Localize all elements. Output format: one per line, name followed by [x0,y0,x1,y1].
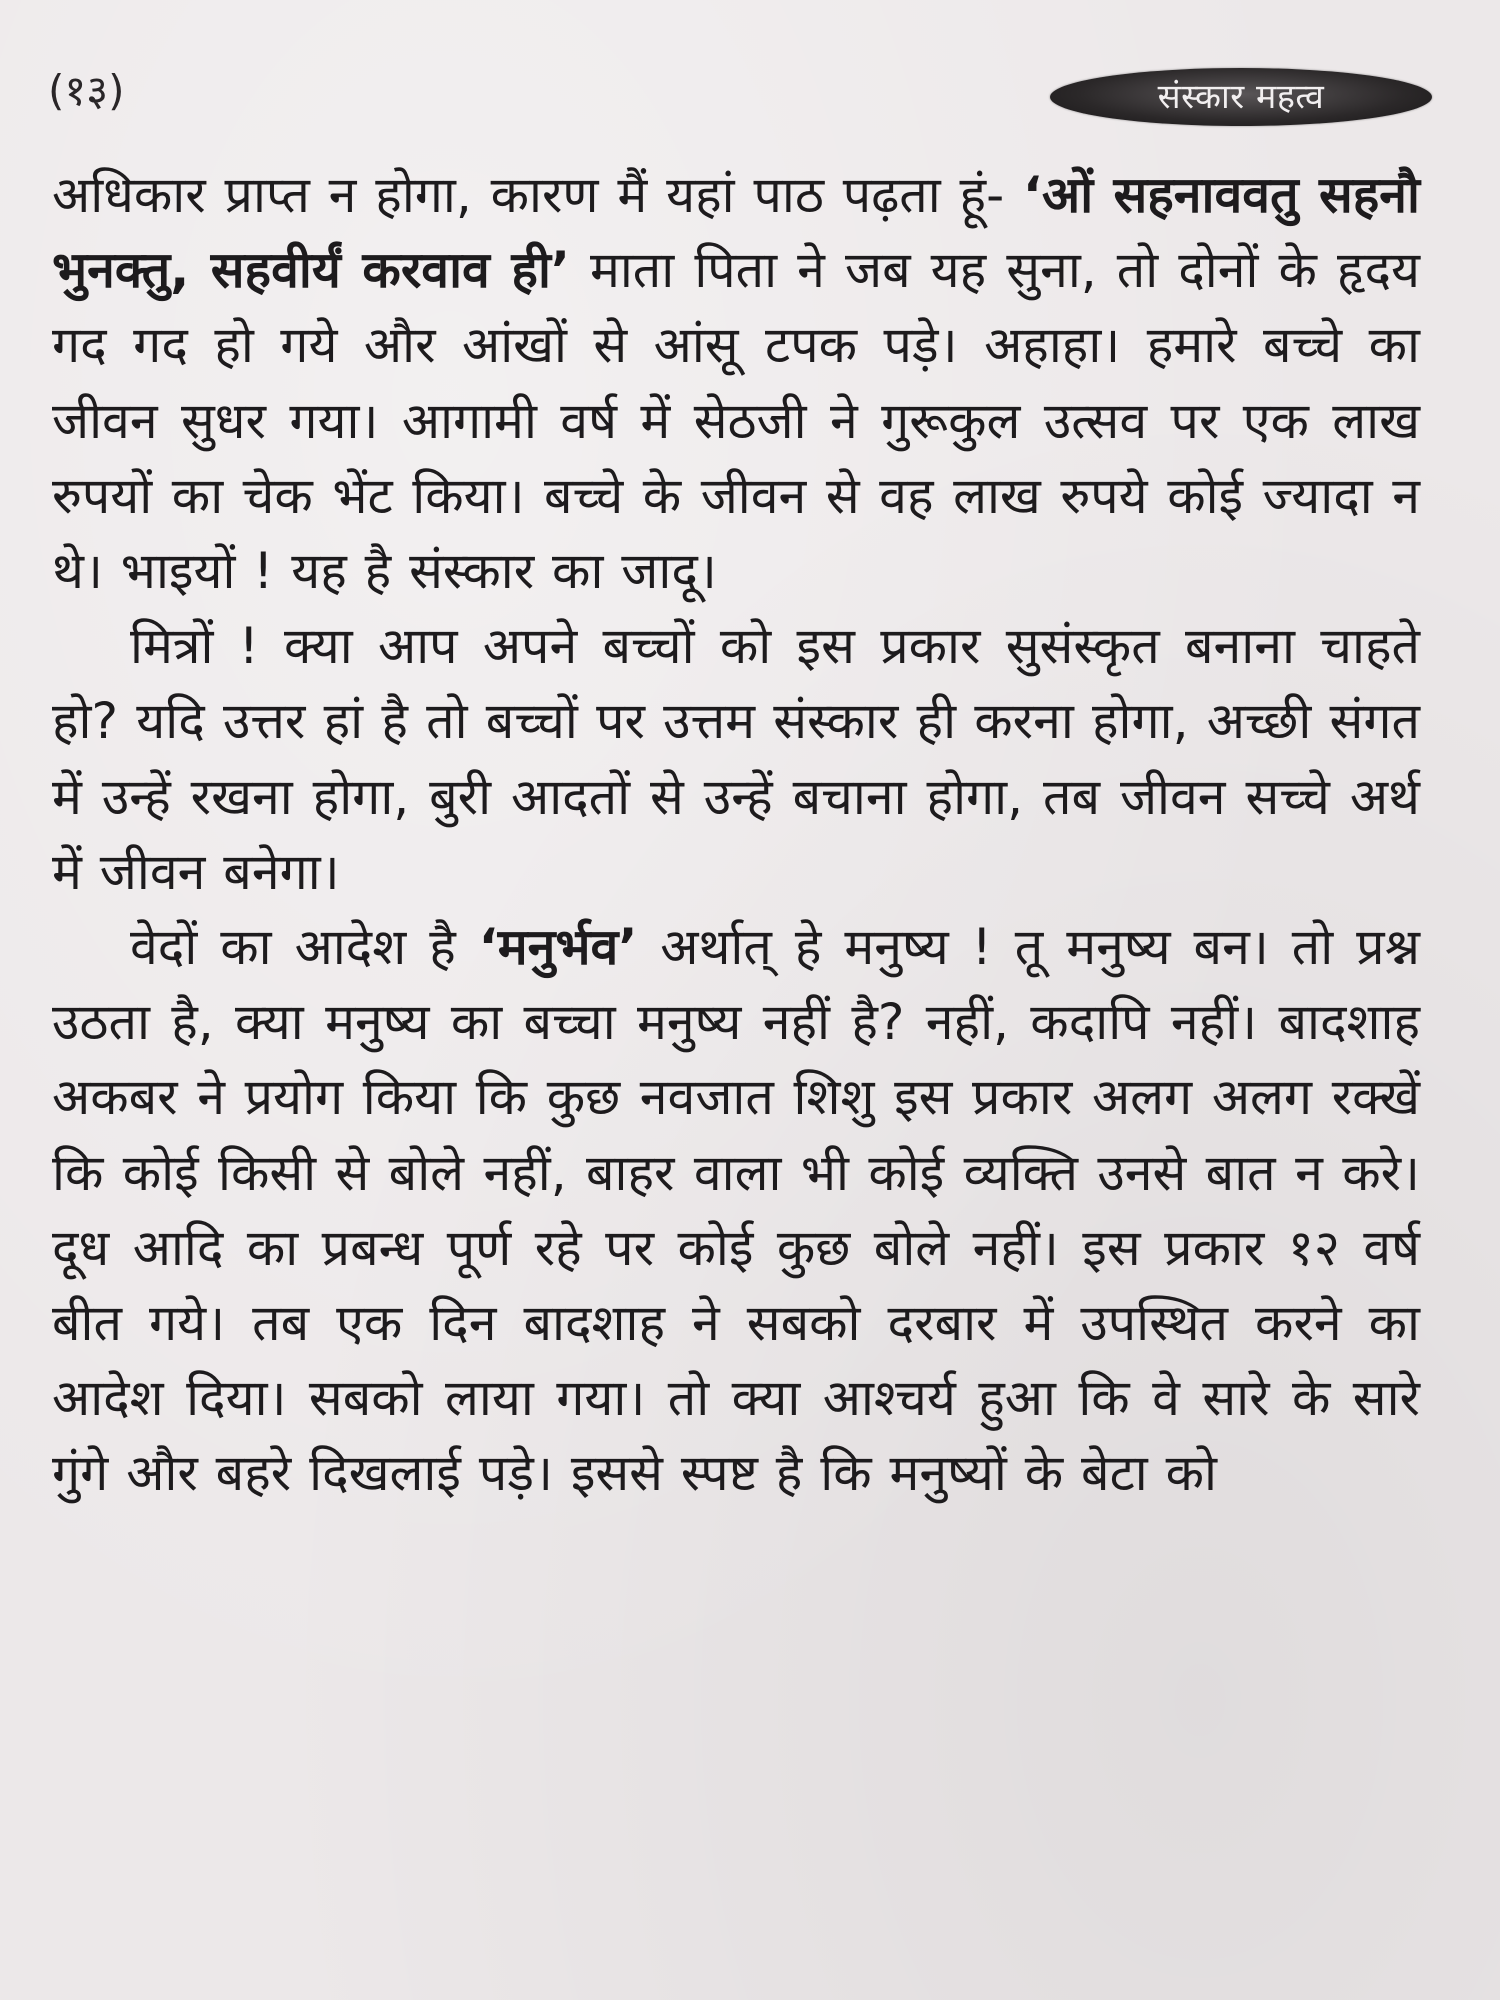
body-text [52,158,1420,1512]
paragraph [52,158,1420,609]
section-header-badge [1050,68,1432,126]
page-number: (१३) [48,66,125,115]
text-segment: वेदों का आदेश है [130,918,479,977]
text-segment: अर्थात् हे मनुष्य ! तू मनुष्य बन। तो प्रश्न उठता है, क्या मनुष्य का बच्चा मनुष्य नहीं है? नहीं, कदापि नहीं। बादशाह अकबर ने प्रयोग किया कि कुछ नवजात शिशु इस प्रकार अलग अलग रक्खें कि कोई किसी से बोले नहीं, बाहर वाला भी कोई व्यक्ति उनसे बात न करे। दूध आदि का प्रबन्ध पूर्ण रहे पर कोई कुछ बोले नहीं। इस प्रकार १२ वर्ष बीत गये। तब एक दिन बादशाह ने सबको दरबार में उपस्थित करने का आदेश दिया। सबको लाया गया। तो क्या आश्चर्य हुआ कि वे सारे के सारे गुंगे और बहरे दिखलाई पड़े। इससे स्पष्ट है कि मनुष्यों के बेटा को [52,918,1420,1503]
section-title: संस्कार महत्व [1157,77,1325,117]
text-segment: माता पिता ने जब यह सुना, तो दोनों के हृदय गद गद हो गये और आंखों से आंसू टपक पड़े। अहाहा। हमारे बच्चे का जीवन सुधर गया। आगामी वर्ष में सेठजी ने गुरूकुल उत्सव पर एक लाख रुपयों का चेक भेंट किया। बच्चे के जीवन से वह लाख रुपये कोई ज्यादा न थे। भाइयों ! यह है संस्कार का जादू। [52,241,1420,601]
text-segment: मित्रों ! क्या आप अपने बच्चों को इस प्रकार सुसंस्कृत बनाना चाहते हो? यदि उत्तर हां है तो बच्चों पर उत्तम संस्कार ही करना होगा, अच्छी संगत में उन्हें रखना होगा, बुरी आदतों से उन्हें बचाना होगा, तब जीवन सच्चे अर्थ में जीवन बनेगा। [52,617,1420,901]
paragraph [52,910,1420,1512]
text-segment: अधिकार प्राप्त न होगा, कारण मैं यहां पाठ पढ़ता हूं- [52,166,1023,224]
sanskrit-mantra: ‘ओं सहनाववतु सहनौ भुनक्तु, सहवीर्यं करवाव ही’ [52,166,1421,300]
paragraph [52,609,1420,910]
vedic-quote: ‘मनुर्भव’ [478,918,638,977]
